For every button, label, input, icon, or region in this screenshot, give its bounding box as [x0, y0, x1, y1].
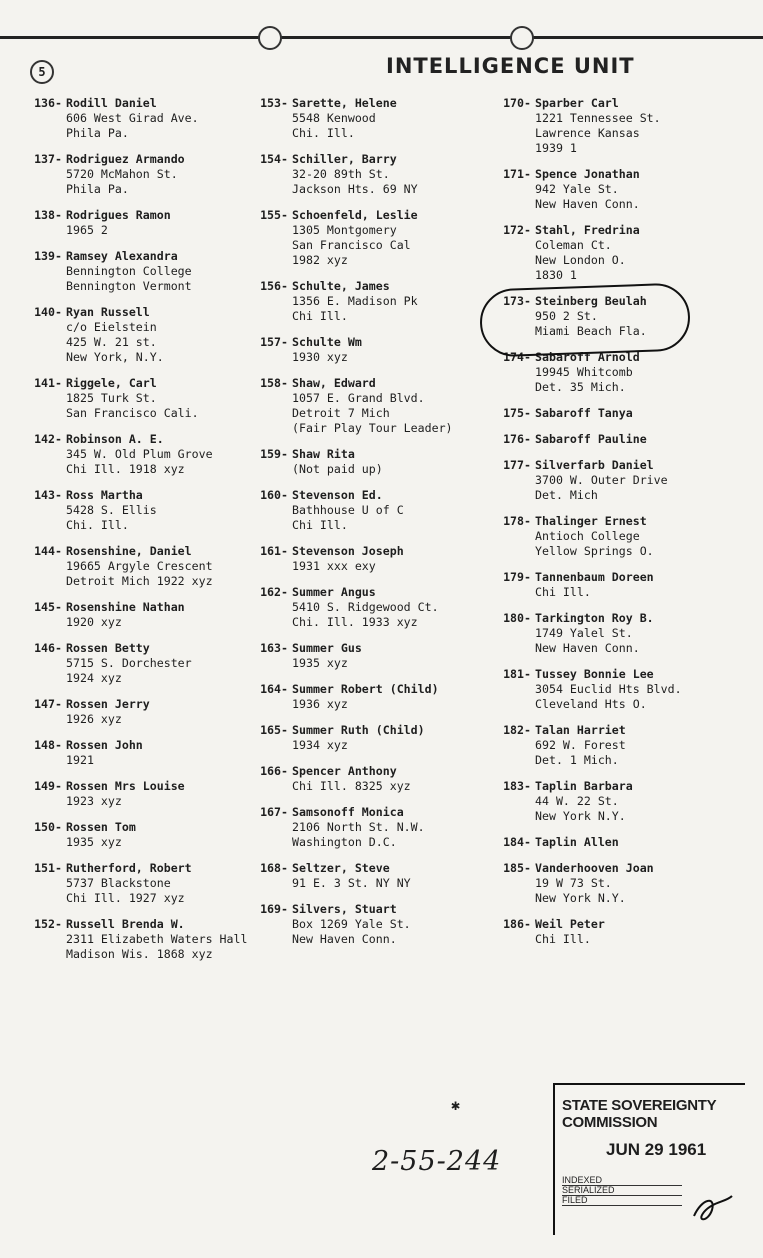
entry-detail: 1749 Yalel St. — [535, 626, 633, 640]
entry-detail: Bennington College — [66, 264, 192, 278]
list-item — [28, 208, 247, 238]
entry-detail: 5715 S. Dorchester — [66, 656, 192, 670]
entry-number: 172- — [503, 223, 531, 237]
list-item — [254, 279, 453, 324]
entry-number: 136- — [34, 96, 62, 110]
entry-name: Sabaroff Tanya — [535, 406, 633, 420]
list-item — [28, 376, 247, 421]
list-item — [254, 805, 453, 850]
entry-name: Thalinger Ernest — [535, 514, 647, 528]
list-item — [28, 544, 247, 589]
entry-detail: Lawrence Kansas — [535, 126, 640, 140]
entry-detail: 345 W. Old Plum Grove — [66, 447, 213, 461]
entry-number: 167- — [260, 805, 288, 819]
entry-detail: Detroit Mich 1922 xyz — [66, 574, 213, 588]
list-item — [254, 682, 453, 712]
binder-hole — [510, 26, 534, 50]
entry-detail: 1924 xyz — [66, 671, 122, 685]
entry-detail: 425 W. 21 st. — [66, 335, 157, 349]
entry-name: Tussey Bonnie Lee — [535, 667, 654, 681]
list-item — [254, 641, 453, 671]
entry-name: Ryan Russell — [66, 305, 150, 319]
list-item — [254, 861, 453, 891]
entry-detail: New York, N.Y. — [66, 350, 164, 364]
list-item — [28, 779, 247, 809]
list-item — [254, 152, 453, 197]
entry-detail: Phila Pa. — [66, 126, 129, 140]
entry-name: Sarette, Helene — [292, 96, 397, 110]
entry-number: 177- — [503, 458, 531, 472]
entry-detail: New Haven Conn. — [292, 932, 397, 946]
entries-column-1 — [28, 96, 247, 973]
stamp-date: JUN 29 1961 — [606, 1140, 707, 1159]
entry-name: Weil Peter — [535, 917, 605, 931]
entries-column-3 — [497, 96, 682, 958]
entry-detail: San Francisco Cali. — [66, 406, 199, 420]
entry-name: Seltzer, Steve — [292, 861, 390, 875]
entry-name: Rossen John — [66, 738, 143, 752]
stamp-filed: FILED — [562, 1196, 682, 1206]
list-item — [254, 902, 453, 947]
entry-number: 152- — [34, 917, 62, 931]
entry-detail: (Not paid up) — [292, 462, 383, 476]
entry-number: 163- — [260, 641, 288, 655]
list-item — [497, 667, 682, 712]
entry-number: 140- — [34, 305, 62, 319]
entry-name: Silvers, Stuart — [292, 902, 397, 916]
entry-name: Tarkington Roy B. — [535, 611, 654, 625]
list-item — [497, 406, 682, 421]
entry-name: Sabaroff Arnold — [535, 350, 640, 364]
entry-detail: 91 E. 3 St. NY NY — [292, 876, 411, 890]
entry-detail: Box 1269 Yale St. — [292, 917, 411, 931]
list-item — [28, 488, 247, 533]
entry-number: 159- — [260, 447, 288, 461]
corner-mark: 5 — [30, 60, 54, 84]
entry-name: Robinson A. E. — [66, 432, 164, 446]
entry-name: Tannenbaum Doreen — [535, 570, 654, 584]
entry-detail: Chi Ill. — [292, 309, 348, 323]
stamp-indexed: INDEXED — [562, 1176, 682, 1186]
entry-detail: 5548 Kenwood — [292, 111, 376, 125]
list-item — [497, 835, 682, 850]
entry-name: Rodill Daniel — [66, 96, 157, 110]
list-item — [254, 447, 453, 477]
list-item — [254, 335, 453, 365]
entry-detail: Chi. Ill. — [292, 126, 355, 140]
entry-name: Taplin Barbara — [535, 779, 633, 793]
entry-detail: 19945 Whitcomb — [535, 365, 633, 379]
entry-detail: New York N.Y. — [535, 809, 626, 823]
entry-name: Taplin Allen — [535, 835, 619, 849]
list-item — [28, 641, 247, 686]
entry-name: Schoenfeld, Leslie — [292, 208, 418, 222]
entry-name: Spence Jonathan — [535, 167, 640, 181]
entry-number: 139- — [34, 249, 62, 263]
entry-number: 185- — [503, 861, 531, 875]
entry-detail: 5737 Blackstone — [66, 876, 171, 890]
entry-number: 154- — [260, 152, 288, 166]
binder-hole — [258, 26, 282, 50]
entry-detail: 32-20 89th St. — [292, 167, 390, 181]
entry-number: 147- — [34, 697, 62, 711]
entry-name: Sabaroff Pauline — [535, 432, 647, 446]
entry-name: Rossen Mrs Louise — [66, 779, 185, 793]
entry-detail: 1935 xyz — [66, 835, 122, 849]
entry-name: Rodrigues Ramon — [66, 208, 171, 222]
entry-detail: 1934 xyz — [292, 738, 348, 752]
entry-name: Schulte, James — [292, 279, 390, 293]
list-item — [497, 96, 682, 156]
entry-detail: 1965 2 — [66, 223, 108, 237]
entry-number: 137- — [34, 152, 62, 166]
list-item — [497, 167, 682, 212]
entry-detail: 1830 1 — [535, 268, 577, 282]
entry-name: Schulte Wm — [292, 335, 362, 349]
entry-number: 149- — [34, 779, 62, 793]
entry-number: 153- — [260, 96, 288, 110]
list-item — [254, 96, 453, 141]
entry-detail: Chi. Ill. 1933 xyz — [292, 615, 418, 629]
entry-detail: 1356 E. Madison Pk — [292, 294, 418, 308]
hand-drawn-circle — [479, 282, 691, 357]
entry-number: 161- — [260, 544, 288, 558]
entry-detail: 1825 Turk St. — [66, 391, 157, 405]
entry-number: 168- — [260, 861, 288, 875]
entry-number: 176- — [503, 432, 531, 446]
entry-number: 143- — [34, 488, 62, 502]
entry-number: 170- — [503, 96, 531, 110]
entry-number: 156- — [260, 279, 288, 293]
entry-detail: 942 Yale St. — [535, 182, 619, 196]
entry-detail: New York N.Y. — [535, 891, 626, 905]
entry-name: Stahl, Fredrina — [535, 223, 640, 237]
list-item — [497, 350, 682, 395]
entry-detail: 1931 xxx exy — [292, 559, 376, 573]
entry-number: 155- — [260, 208, 288, 222]
entry-detail: 1305 Montgomery — [292, 223, 397, 237]
entry-name: Summer Ruth (Child) — [292, 723, 425, 737]
entry-detail: 606 West Girad Ave. — [66, 111, 199, 125]
entry-number: 144- — [34, 544, 62, 558]
entry-name: Talan Harriet — [535, 723, 626, 737]
entry-number: 175- — [503, 406, 531, 420]
page-title: INTELLIGENCE UNIT — [386, 54, 635, 78]
entry-detail: 19 W 73 St. — [535, 876, 612, 890]
entry-detail: 5410 S. Ridgewood Ct. — [292, 600, 439, 614]
entry-detail: Detroit 7 Mich — [292, 406, 390, 420]
entry-detail: 5428 S. Ellis — [66, 503, 157, 517]
entry-detail: Chi Ill. — [535, 585, 591, 599]
entry-detail: 1936 xyz — [292, 697, 348, 711]
entry-number: 183- — [503, 779, 531, 793]
entry-name: Riggele, Carl — [66, 376, 157, 390]
entry-detail: New Haven Conn. — [535, 197, 640, 211]
entry-detail: 5720 McMahon St. — [66, 167, 178, 181]
list-item — [497, 723, 682, 768]
list-item — [254, 764, 453, 794]
signature-scribble — [690, 1192, 738, 1226]
entry-detail: Det. 35 Mich. — [535, 380, 626, 394]
stamp-fields — [562, 1176, 682, 1206]
entry-detail: Washington D.C. — [292, 835, 397, 849]
entry-detail: San Francisco Cal — [292, 238, 411, 252]
entry-detail: 1923 xyz — [66, 794, 122, 808]
list-item — [254, 488, 453, 533]
entry-name: Shaw Rita — [292, 447, 355, 461]
stamp-title: STATE SOVEREIGNTY COMMISSION — [562, 1097, 717, 1131]
stamp-serialized: SERIALIZED — [562, 1186, 682, 1196]
entry-number: 181- — [503, 667, 531, 681]
entry-detail: Cleveland Hts O. — [535, 697, 647, 711]
entry-number: 182- — [503, 723, 531, 737]
entry-name: Shaw, Edward — [292, 376, 376, 390]
entry-detail: (Fair Play Tour Leader) — [292, 421, 453, 435]
entry-detail: 3700 W. Outer Drive — [535, 473, 668, 487]
list-item — [28, 249, 247, 294]
entry-name: Vanderhooven Joan — [535, 861, 654, 875]
entry-number: 141- — [34, 376, 62, 390]
entry-name: Rosenshine, Daniel — [66, 544, 192, 558]
entry-number: 164- — [260, 682, 288, 696]
top-rule — [0, 36, 763, 39]
list-item — [497, 514, 682, 559]
entry-number: 157- — [260, 335, 288, 349]
asterisk-mark: ✱ — [451, 1096, 461, 1114]
entry-detail: Phila Pa. — [66, 182, 129, 196]
entry-detail: 1921 — [66, 753, 94, 767]
entry-number: 146- — [34, 641, 62, 655]
list-item — [28, 432, 247, 477]
entry-number: 151- — [34, 861, 62, 875]
entry-detail: 692 W. Forest — [535, 738, 626, 752]
entry-name: Summer Robert (Child) — [292, 682, 439, 696]
entry-number: 169- — [260, 902, 288, 916]
list-item — [28, 697, 247, 727]
entry-detail: Yellow Springs O. — [535, 544, 654, 558]
entry-name: Ross Martha — [66, 488, 143, 502]
entry-number: 160- — [260, 488, 288, 502]
entry-name: Stevenson Ed. — [292, 488, 383, 502]
entry-name: Russell Brenda W. — [66, 917, 185, 931]
list-item — [28, 820, 247, 850]
list-item — [254, 585, 453, 630]
list-item — [497, 570, 682, 600]
entry-number: 162- — [260, 585, 288, 599]
entry-detail: 3054 Euclid Hts Blvd. — [535, 682, 682, 696]
list-item — [497, 917, 682, 947]
entry-detail: 2106 North St. N.W. — [292, 820, 425, 834]
entry-detail: Jackson Hts. 69 NY — [292, 182, 418, 196]
entry-name: Sparber Carl — [535, 96, 619, 110]
entry-detail: Madison Wis. 1868 xyz — [66, 947, 213, 961]
entry-name: Summer Gus — [292, 641, 362, 655]
entry-number: 186- — [503, 917, 531, 931]
entry-number: 180- — [503, 611, 531, 625]
entry-detail: 2311 Elizabeth Waters Hall — [66, 932, 248, 946]
list-item — [497, 611, 682, 656]
entry-number: 150- — [34, 820, 62, 834]
entry-detail: 950 2 St. — [535, 309, 598, 323]
entry-name: Rossen Betty — [66, 641, 150, 655]
entry-detail: 1926 xyz — [66, 712, 122, 726]
entry-number: 142- — [34, 432, 62, 446]
entry-number: 145- — [34, 600, 62, 614]
list-item — [28, 861, 247, 906]
entry-detail: 1935 xyz — [292, 656, 348, 670]
entry-detail: 19665 Argyle Crescent — [66, 559, 213, 573]
entry-name: Spencer Anthony — [292, 764, 397, 778]
entry-detail: 1939 1 — [535, 141, 577, 155]
entry-name: Rosenshine Nathan — [66, 600, 185, 614]
entry-detail: Chi Ill. 1918 xyz — [66, 462, 185, 476]
list-item — [28, 600, 247, 630]
entry-detail: 1221 Tennessee St. — [535, 111, 661, 125]
entry-detail: Bennington Vermont — [66, 279, 192, 293]
entry-number: 179- — [503, 570, 531, 584]
list-item — [497, 458, 682, 503]
entry-detail: 1920 xyz — [66, 615, 122, 629]
entry-name: Rossen Tom — [66, 820, 136, 834]
entry-detail: 1057 E. Grand Blvd. — [292, 391, 425, 405]
entry-number: 174- — [503, 350, 531, 364]
entry-name: Schiller, Barry — [292, 152, 397, 166]
entries-column-2 — [254, 96, 453, 958]
list-item — [28, 917, 247, 962]
entry-detail: Chi Ill. 1927 xyz — [66, 891, 185, 905]
entry-detail: New Haven Conn. — [535, 641, 640, 655]
entry-number: 171- — [503, 167, 531, 181]
entry-detail: Chi. Ill. — [66, 518, 129, 532]
entry-number: 165- — [260, 723, 288, 737]
entry-detail: Coleman Ct. — [535, 238, 612, 252]
list-item — [254, 208, 453, 268]
entry-name: Rossen Jerry — [66, 697, 150, 711]
list-item — [497, 223, 682, 283]
entry-name: Rutherford, Robert — [66, 861, 192, 875]
entry-detail: Miami Beach Fla. — [535, 324, 647, 338]
entry-number: 138- — [34, 208, 62, 222]
list-item — [28, 738, 247, 768]
entry-detail: New London O. — [535, 253, 626, 267]
list-item — [497, 779, 682, 824]
list-item — [254, 376, 453, 436]
entry-detail: Det. 1 Mich. — [535, 753, 619, 767]
entry-number: 173- — [503, 294, 531, 308]
entry-name: Stevenson Joseph — [292, 544, 404, 558]
list-item — [254, 544, 453, 574]
entry-detail: 44 W. 22 St. — [535, 794, 619, 808]
list-item — [28, 152, 247, 197]
entry-name: Rodriguez Armando — [66, 152, 185, 166]
entry-number: 158- — [260, 376, 288, 390]
entry-detail: Bathhouse U of C — [292, 503, 404, 517]
list-item — [254, 723, 453, 753]
entry-detail: Chi Ill. — [535, 932, 591, 946]
entry-number: 148- — [34, 738, 62, 752]
entry-detail: Chi Ill. 8325 xyz — [292, 779, 411, 793]
entry-detail: 1982 xyz — [292, 253, 348, 267]
entry-name: Summer Angus — [292, 585, 376, 599]
list-item — [497, 432, 682, 447]
entry-name: Samsonoff Monica — [292, 805, 404, 819]
list-item — [497, 861, 682, 906]
entry-detail: Chi Ill. — [292, 518, 348, 532]
list-item — [28, 305, 247, 365]
entry-name: Silverfarb Daniel — [535, 458, 654, 472]
entry-detail: c/o Eielstein — [66, 320, 157, 334]
list-item — [28, 96, 247, 141]
entry-name: Ramsey Alexandra — [66, 249, 178, 263]
entry-number: 166- — [260, 764, 288, 778]
entry-number: 184- — [503, 835, 531, 849]
file-number: 2-55-244 — [372, 1146, 502, 1177]
entry-detail: 1930 xyz — [292, 350, 348, 364]
entry-name: Steinberg Beulah — [535, 294, 647, 308]
entry-number: 178- — [503, 514, 531, 528]
entry-detail: Antioch College — [535, 529, 640, 543]
entry-detail: Det. Mich — [535, 488, 598, 502]
